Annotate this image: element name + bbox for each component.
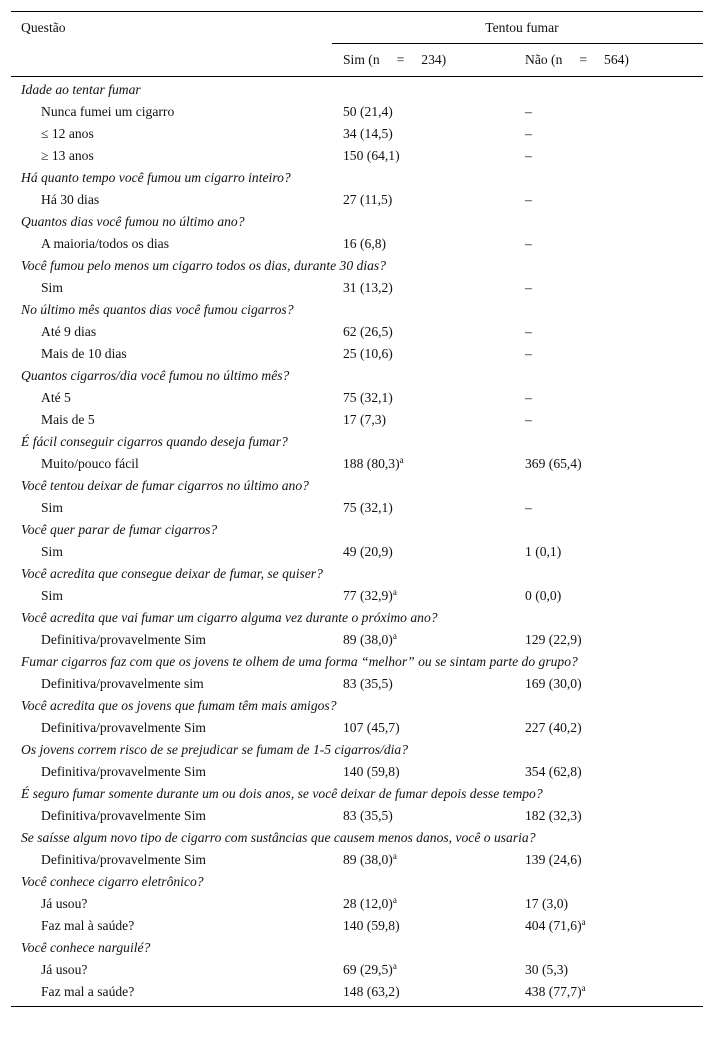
sim-value: 150 (64,1) bbox=[343, 148, 400, 163]
question-text: Você conhece narguilé? bbox=[21, 940, 151, 955]
sim-column-header: Sim (n = 234) bbox=[343, 52, 447, 67]
nao-value-cell bbox=[525, 717, 582, 739]
nao-value: – bbox=[525, 346, 532, 361]
question-text: Quantos cigarros/dia você fumou no último mês? bbox=[21, 368, 290, 383]
nao-value: – bbox=[525, 236, 532, 251]
sim-value-cell bbox=[343, 981, 400, 1003]
question-text: Quantos dias você fumou no último ano? bbox=[21, 214, 245, 229]
nao-value: 169 (30,0) bbox=[525, 676, 582, 691]
answer-row bbox=[11, 122, 703, 144]
answer-label: Até 5 bbox=[41, 390, 71, 405]
answer-row bbox=[11, 452, 703, 474]
nao-value-cell bbox=[525, 673, 582, 695]
sim-value: 140 (59,8) bbox=[343, 764, 400, 779]
sim-value-cell bbox=[343, 717, 400, 739]
nao-value-cell bbox=[525, 761, 582, 783]
survey-table bbox=[11, 11, 703, 1007]
nao-value: 139 (24,6) bbox=[525, 852, 582, 867]
nao-value-cell bbox=[525, 189, 532, 211]
sim-value-cell bbox=[343, 673, 393, 695]
answer-label: Há 30 dias bbox=[41, 192, 100, 207]
answer-row bbox=[11, 276, 703, 298]
answer-row bbox=[11, 320, 703, 342]
group-header: Tentou fumar bbox=[485, 20, 559, 35]
question-row bbox=[11, 298, 703, 320]
question-row bbox=[11, 870, 703, 892]
question-text: Idade ao tentar fumar bbox=[21, 82, 141, 97]
nao-value-cell bbox=[525, 101, 532, 123]
question-text: Você fumou pelo menos um cigarro todos os dias, durante 30 dias? bbox=[21, 258, 386, 273]
nao-value: – bbox=[525, 412, 532, 427]
nao-value-cell bbox=[525, 629, 582, 651]
footnote-marker: a bbox=[581, 917, 586, 927]
sim-value-cell bbox=[343, 629, 397, 651]
answer-row bbox=[11, 804, 703, 826]
sim-value: 31 (13,2) bbox=[343, 280, 393, 295]
table-header bbox=[11, 12, 703, 76]
question-text: No último mês quantos dias você fumou cigarros? bbox=[21, 302, 294, 317]
sim-value-cell bbox=[343, 409, 386, 431]
sim-value-cell bbox=[343, 387, 393, 409]
answer-label: Definitiva/provavelmente Sim bbox=[41, 720, 206, 735]
nao-value-cell bbox=[525, 123, 532, 145]
nao-value: 438 (77,7) bbox=[525, 984, 582, 999]
nao-value-cell bbox=[525, 145, 532, 167]
nao-value: 369 (65,4) bbox=[525, 456, 582, 471]
nao-value-cell bbox=[525, 409, 532, 431]
sim-value-cell bbox=[343, 453, 404, 475]
question-text: É seguro fumar somente durante um ou dois anos, se você deixar de fumar depois desse tempo? bbox=[21, 786, 543, 801]
nao-value-cell bbox=[525, 849, 582, 871]
nao-value: 354 (62,8) bbox=[525, 764, 582, 779]
nao-value-cell bbox=[525, 805, 582, 827]
nao-value: – bbox=[525, 280, 532, 295]
answer-row bbox=[11, 628, 703, 650]
question-row bbox=[11, 474, 703, 496]
answer-label: ≤ 12 anos bbox=[41, 126, 94, 141]
sim-value: 148 (63,2) bbox=[343, 984, 400, 999]
answer-row bbox=[11, 848, 703, 870]
sim-value-cell bbox=[343, 497, 393, 519]
sim-value: 83 (35,5) bbox=[343, 676, 393, 691]
question-row bbox=[11, 782, 703, 804]
table-bottom-rule bbox=[11, 1006, 703, 1007]
answer-row bbox=[11, 100, 703, 122]
sim-value: 25 (10,6) bbox=[343, 346, 393, 361]
answer-label: Já usou? bbox=[41, 896, 88, 911]
answer-label: Mais de 10 dias bbox=[41, 346, 127, 361]
sim-value: 89 (38,0) bbox=[343, 632, 393, 647]
nao-value-cell bbox=[525, 497, 532, 519]
nao-value-cell bbox=[525, 981, 586, 1003]
sim-value-cell bbox=[343, 233, 386, 255]
answer-row bbox=[11, 496, 703, 518]
sim-value: 75 (32,1) bbox=[343, 390, 393, 405]
nao-value-cell bbox=[525, 277, 532, 299]
question-row bbox=[11, 210, 703, 232]
nao-column-header: Não (n = 564) bbox=[525, 52, 629, 67]
answer-label: Sim bbox=[41, 588, 63, 603]
answer-label: Definitiva/provavelmente Sim bbox=[41, 632, 206, 647]
sim-value-cell bbox=[343, 541, 393, 563]
question-text: Você acredita que consegue deixar de fumar, se quiser? bbox=[21, 566, 323, 581]
nao-value: – bbox=[525, 390, 532, 405]
nao-value: 227 (40,2) bbox=[525, 720, 582, 735]
nao-value-cell bbox=[525, 585, 561, 607]
nao-value-cell bbox=[525, 959, 568, 981]
sim-value: 75 (32,1) bbox=[343, 500, 393, 515]
answer-label: Definitiva/provavelmente Sim bbox=[41, 764, 206, 779]
question-text: Os jovens correm risco de se prejudicar se fumam de 1-5 cigarros/dia? bbox=[21, 742, 408, 757]
answer-label: ≥ 13 anos bbox=[41, 148, 94, 163]
nao-value: 17 (3,0) bbox=[525, 896, 569, 911]
question-text: Se saísse algum novo tipo de cigarro com sustâncias que causem menos danos, você o usaria? bbox=[21, 830, 536, 845]
nao-value-cell bbox=[525, 387, 532, 409]
answer-label: Nunca fumei um cigarro bbox=[41, 104, 175, 119]
question-row bbox=[11, 254, 703, 276]
nao-value: 0 (0,0) bbox=[525, 588, 562, 603]
question-text: Você conhece cigarro eletrônico? bbox=[21, 874, 204, 889]
question-row bbox=[11, 650, 703, 672]
answer-label: Sim bbox=[41, 500, 63, 515]
sim-value: 107 (45,7) bbox=[343, 720, 400, 735]
footnote-marker: a bbox=[392, 631, 397, 641]
answer-label: Muito/pouco fácil bbox=[41, 456, 139, 471]
answer-row bbox=[11, 540, 703, 562]
sim-value-cell bbox=[343, 893, 397, 915]
answer-row bbox=[11, 892, 703, 914]
question-row bbox=[11, 430, 703, 452]
question-row bbox=[11, 936, 703, 958]
sim-value-cell bbox=[343, 959, 397, 981]
answer-label: Até 9 dias bbox=[41, 324, 97, 339]
answer-row bbox=[11, 914, 703, 936]
sim-value: 69 (29,5) bbox=[343, 962, 393, 977]
nao-value: 404 (71,6) bbox=[525, 918, 582, 933]
sim-value: 49 (20,9) bbox=[343, 544, 393, 559]
question-row bbox=[11, 562, 703, 584]
sim-value: 89 (38,0) bbox=[343, 852, 393, 867]
footnote-marker: a bbox=[399, 455, 404, 465]
footnote-marker: a bbox=[392, 961, 397, 971]
nao-value: – bbox=[525, 148, 532, 163]
question-text: Fumar cigarros faz com que os jovens te olhem de uma forma “melhor” ou se sintam parte do grupo? bbox=[21, 654, 578, 669]
answer-label: Faz mal a saúde? bbox=[41, 984, 135, 999]
sim-value: 27 (11,5) bbox=[343, 192, 393, 207]
nao-value-cell bbox=[525, 321, 532, 343]
answer-label: Sim bbox=[41, 280, 63, 295]
question-row bbox=[11, 694, 703, 716]
nao-value-cell bbox=[525, 915, 586, 937]
answer-row bbox=[11, 672, 703, 694]
nao-value: 129 (22,9) bbox=[525, 632, 582, 647]
question-row bbox=[11, 166, 703, 188]
nao-value-cell bbox=[525, 541, 561, 563]
footnote-marker: a bbox=[581, 983, 586, 993]
sim-value: 16 (6,8) bbox=[343, 236, 387, 251]
nao-value: – bbox=[525, 500, 532, 515]
nao-value-cell bbox=[525, 233, 532, 255]
sim-value-cell bbox=[343, 585, 397, 607]
sim-value: 17 (7,3) bbox=[343, 412, 387, 427]
question-column-header: Questão bbox=[21, 20, 66, 35]
answer-label: Definitiva/provavelmente Sim bbox=[41, 852, 206, 867]
answer-label: Sim bbox=[41, 544, 63, 559]
sim-value-cell bbox=[343, 343, 393, 365]
sim-value: 50 (21,4) bbox=[343, 104, 393, 119]
answer-label: Definitiva/provavelmente sim bbox=[41, 676, 204, 691]
sim-value-cell bbox=[343, 145, 400, 167]
nao-value-cell bbox=[525, 343, 532, 365]
sim-value: 77 (32,9) bbox=[343, 588, 393, 603]
question-row bbox=[11, 606, 703, 628]
sim-value-cell bbox=[343, 321, 393, 343]
sim-value-cell bbox=[343, 277, 393, 299]
footnote-marker: a bbox=[392, 851, 397, 861]
answer-row bbox=[11, 408, 703, 430]
footnote-marker: a bbox=[392, 895, 397, 905]
sim-value-cell bbox=[343, 189, 392, 211]
answer-row bbox=[11, 188, 703, 210]
nao-value: – bbox=[525, 104, 532, 119]
nao-value: 1 (0,1) bbox=[525, 544, 562, 559]
question-row bbox=[11, 738, 703, 760]
sim-value: 140 (59,8) bbox=[343, 918, 400, 933]
answer-row bbox=[11, 386, 703, 408]
group-header-rule bbox=[332, 43, 703, 44]
nao-value-cell bbox=[525, 453, 582, 475]
answer-label: Faz mal à saúde? bbox=[41, 918, 135, 933]
question-text: Você acredita que vai fumar um cigarro alguma vez durante o próximo ano? bbox=[21, 610, 438, 625]
answer-row bbox=[11, 342, 703, 364]
question-text: Há quanto tempo você fumou um cigarro inteiro? bbox=[21, 170, 291, 185]
nao-value: 30 (5,3) bbox=[525, 962, 569, 977]
nao-value: – bbox=[525, 192, 532, 207]
nao-value: – bbox=[525, 324, 532, 339]
question-row bbox=[11, 78, 703, 100]
answer-row bbox=[11, 760, 703, 782]
sim-value-cell bbox=[343, 805, 393, 827]
question-row bbox=[11, 364, 703, 386]
sim-value: 62 (26,5) bbox=[343, 324, 393, 339]
question-text: Você quer parar de fumar cigarros? bbox=[21, 522, 218, 537]
answer-label: A maioria/todos os dias bbox=[41, 236, 169, 251]
question-text: Você tentou deixar de fumar cigarros no último ano? bbox=[21, 478, 309, 493]
answer-row bbox=[11, 584, 703, 606]
answer-row bbox=[11, 980, 703, 1002]
question-text: É fácil conseguir cigarros quando deseja fumar? bbox=[21, 434, 288, 449]
answer-label: Mais de 5 bbox=[41, 412, 95, 427]
question-row bbox=[11, 826, 703, 848]
sim-value: 28 (12,0) bbox=[343, 896, 393, 911]
question-row bbox=[11, 518, 703, 540]
answer-label: Definitiva/provavelmente Sim bbox=[41, 808, 206, 823]
sim-value-cell bbox=[343, 123, 393, 145]
sim-value-cell bbox=[343, 849, 397, 871]
sim-value: 188 (80,3) bbox=[343, 456, 400, 471]
nao-value-cell bbox=[525, 893, 568, 915]
sim-value-cell bbox=[343, 915, 400, 937]
answer-row bbox=[11, 716, 703, 738]
sim-value-cell bbox=[343, 761, 400, 783]
nao-value: 182 (32,3) bbox=[525, 808, 582, 823]
footnote-marker: a bbox=[392, 587, 397, 597]
sim-value: 83 (35,5) bbox=[343, 808, 393, 823]
table-body bbox=[11, 77, 703, 1002]
nao-value: – bbox=[525, 126, 532, 141]
answer-row bbox=[11, 232, 703, 254]
question-text: Você acredita que os jovens que fumam têm mais amigos? bbox=[21, 698, 337, 713]
answer-row bbox=[11, 144, 703, 166]
sim-value: 34 (14,5) bbox=[343, 126, 393, 141]
answer-label: Já usou? bbox=[41, 962, 88, 977]
answer-row bbox=[11, 958, 703, 980]
sim-value-cell bbox=[343, 101, 393, 123]
